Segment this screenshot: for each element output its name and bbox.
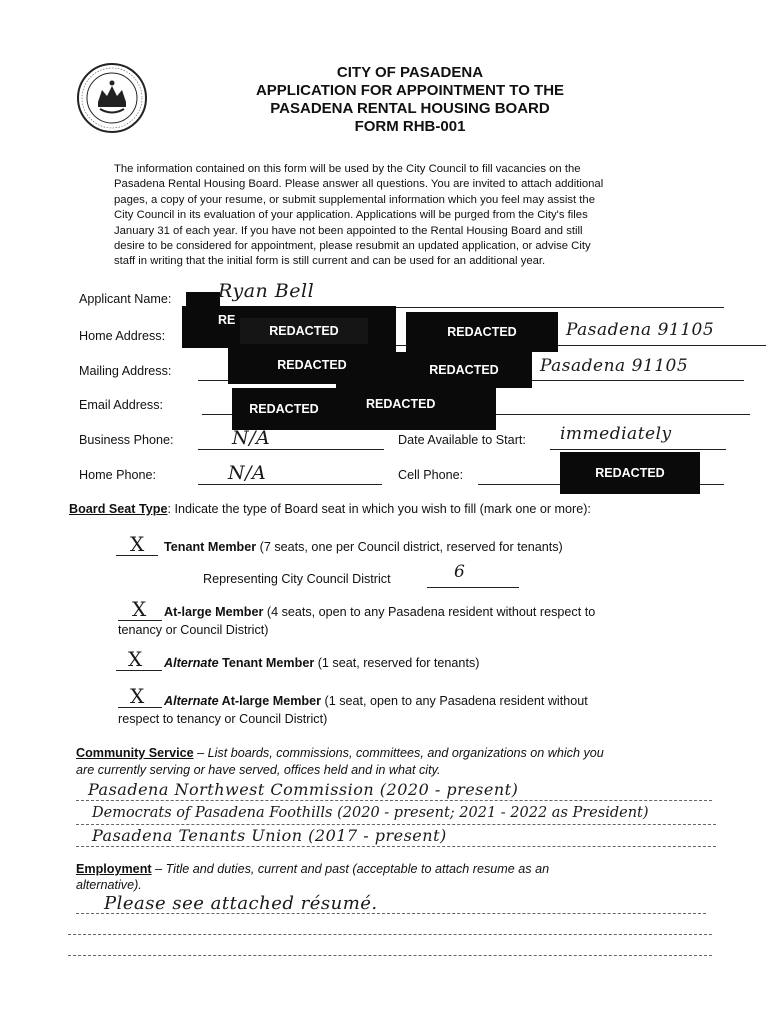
atlarge-option	[164, 605, 595, 619]
tenant-desc: (7 seats, one per Council district, reserved for tenants)	[256, 540, 563, 554]
community-heading: Community Service	[76, 746, 194, 760]
title-line-3: PASADENA RENTAL HOUSING BOARD	[270, 100, 550, 117]
employment-line	[68, 934, 712, 935]
community-desc-1: – List boards, commissions, committees, and organizations on which you	[193, 746, 604, 760]
business-phone-label: Business Phone:	[79, 433, 174, 447]
district-label: Representing City Council District	[203, 572, 391, 586]
district-value[interactable]: 6	[454, 562, 466, 582]
alt-atlarge-checkmark[interactable]: X	[130, 684, 145, 708]
home-address-label: Home Address:	[79, 329, 166, 343]
city-seal-icon	[76, 62, 148, 134]
atlarge-checkmark[interactable]: X	[132, 597, 147, 621]
alt-tenant-word: Alternate	[164, 656, 219, 670]
district-line	[427, 587, 519, 588]
applicant-name-label: Applicant Name:	[79, 292, 172, 306]
atlarge-title: At-large Member	[164, 605, 264, 619]
redacted-text: REDACTED	[366, 397, 436, 411]
form-title	[200, 64, 620, 136]
intro-line: staff in writing that the initial form is still current and can be used for an additional year.	[114, 255, 546, 268]
date-available-value[interactable]: immediately	[560, 424, 672, 444]
intro-line: City Council in its evaluation of your application. Applications will be purged from the City's files	[114, 209, 588, 222]
redacted-partial-text: RE	[218, 313, 236, 327]
redacted-text: REDACTED	[447, 325, 517, 339]
community-line	[76, 846, 716, 847]
intro-paragraph	[114, 162, 714, 270]
date-available-line	[550, 449, 726, 450]
redaction-box	[232, 388, 336, 430]
community-heading-row	[76, 746, 604, 760]
redacted-text: REDACTED	[249, 402, 319, 416]
employment-desc-1: – Title and duties, current and past (acceptable to attach resume as an	[151, 862, 550, 876]
redaction-box	[228, 346, 396, 384]
alt-tenant-desc: (1 seat, reserved for tenants)	[314, 656, 480, 670]
redacted-text: REDACTED	[277, 358, 347, 372]
community-entry[interactable]: Pasadena Tenants Union (2017 - present)	[92, 826, 447, 845]
applicant-name-value[interactable]: Ryan Bell	[218, 280, 315, 302]
redacted-text: REDACTED	[595, 466, 665, 480]
redaction-box	[406, 312, 558, 352]
home-address-city-value[interactable]: Pasadena 91105	[566, 320, 715, 340]
community-entry[interactable]: Pasadena Northwest Commission (2020 - present)	[88, 780, 519, 799]
mailing-address-city-value[interactable]: Pasadena 91105	[540, 356, 689, 376]
intro-line: Pasadena Rental Housing Board. Please answer all questions. You are invited to attach additional	[114, 178, 604, 191]
employment-desc-2: alternative).	[76, 878, 142, 892]
tenant-checkmark[interactable]: X	[130, 532, 145, 556]
alt-atlarge-word: Alternate	[164, 694, 219, 708]
atlarge-desc-1: (4 seats, open to any Pasadena resident without respect to	[263, 605, 596, 619]
home-phone-line	[198, 484, 382, 485]
mailing-address-label: Mailing Address:	[79, 364, 172, 378]
atlarge-desc-2: tenancy or Council District)	[118, 623, 269, 637]
employment-heading-row	[76, 862, 549, 876]
community-line	[76, 824, 716, 825]
alt-tenant-option	[164, 656, 479, 670]
alt-tenant-title: Tenant Member	[218, 656, 315, 670]
alt-atlarge-desc-2: respect to tenancy or Council District)	[118, 712, 328, 726]
community-desc-2: are currently serving or have served, offices held and in what city.	[76, 763, 441, 777]
intro-line: The information contained on this form will be used by the City Council to fill vacancies on the	[114, 163, 581, 175]
title-line-1: CITY OF PASADENA	[336, 64, 484, 81]
employment-heading: Employment	[76, 862, 152, 876]
community-line	[76, 800, 712, 801]
title-line-4: FORM RHB-001	[354, 118, 466, 135]
intro-line: January 31 of each year. If you have not been appointed to the Rental Housing Board and still	[114, 224, 583, 237]
redaction-box	[336, 384, 496, 430]
board-seat-heading: Board Seat Type	[69, 502, 168, 516]
intro-line: desire to be considered for appointment, please resubmit an updated application, or advise City	[114, 240, 591, 253]
board-seat-instruction: : Indicate the type of Board seat in which you wish to fill (mark one or more):	[167, 502, 591, 516]
home-phone-label: Home Phone:	[79, 468, 157, 482]
redaction-box	[396, 352, 532, 388]
alt-atlarge-title: At-large Member	[218, 694, 321, 708]
title-line-2: APPLICATION FOR APPOINTMENT TO THE	[255, 82, 565, 99]
community-entry[interactable]: Democrats of Pasadena Foothills (2020 - present; 2021 - 2022 as President)	[92, 805, 649, 821]
home-phone-value[interactable]: N/A	[228, 462, 267, 484]
employment-line	[76, 913, 706, 914]
email-label: Email Address:	[79, 398, 163, 412]
business-phone-line	[198, 449, 384, 450]
redaction-box	[240, 318, 368, 344]
business-phone-value[interactable]: N/A	[232, 427, 271, 449]
date-available-label: Date Available to Start:	[398, 433, 526, 447]
alt-tenant-checkmark[interactable]: X	[128, 647, 143, 671]
tenant-option	[164, 540, 563, 554]
redacted-text: REDACTED	[429, 363, 499, 377]
cell-phone-label: Cell Phone:	[398, 468, 464, 482]
redacted-text: REDACTED	[269, 324, 339, 338]
intro-line: pages, a copy of your resume, or submit supplemental information which you feel may assist the	[114, 193, 595, 206]
tenant-title: Tenant Member	[164, 540, 257, 554]
alt-atlarge-desc-1: (1 seat, open to any Pasadena resident without	[321, 694, 588, 708]
board-seat-heading-row	[69, 502, 591, 516]
employment-entry[interactable]: Please see attached résumé.	[104, 893, 378, 914]
employment-line	[68, 955, 712, 956]
alt-atlarge-option	[164, 694, 588, 708]
redaction-box	[560, 452, 700, 494]
